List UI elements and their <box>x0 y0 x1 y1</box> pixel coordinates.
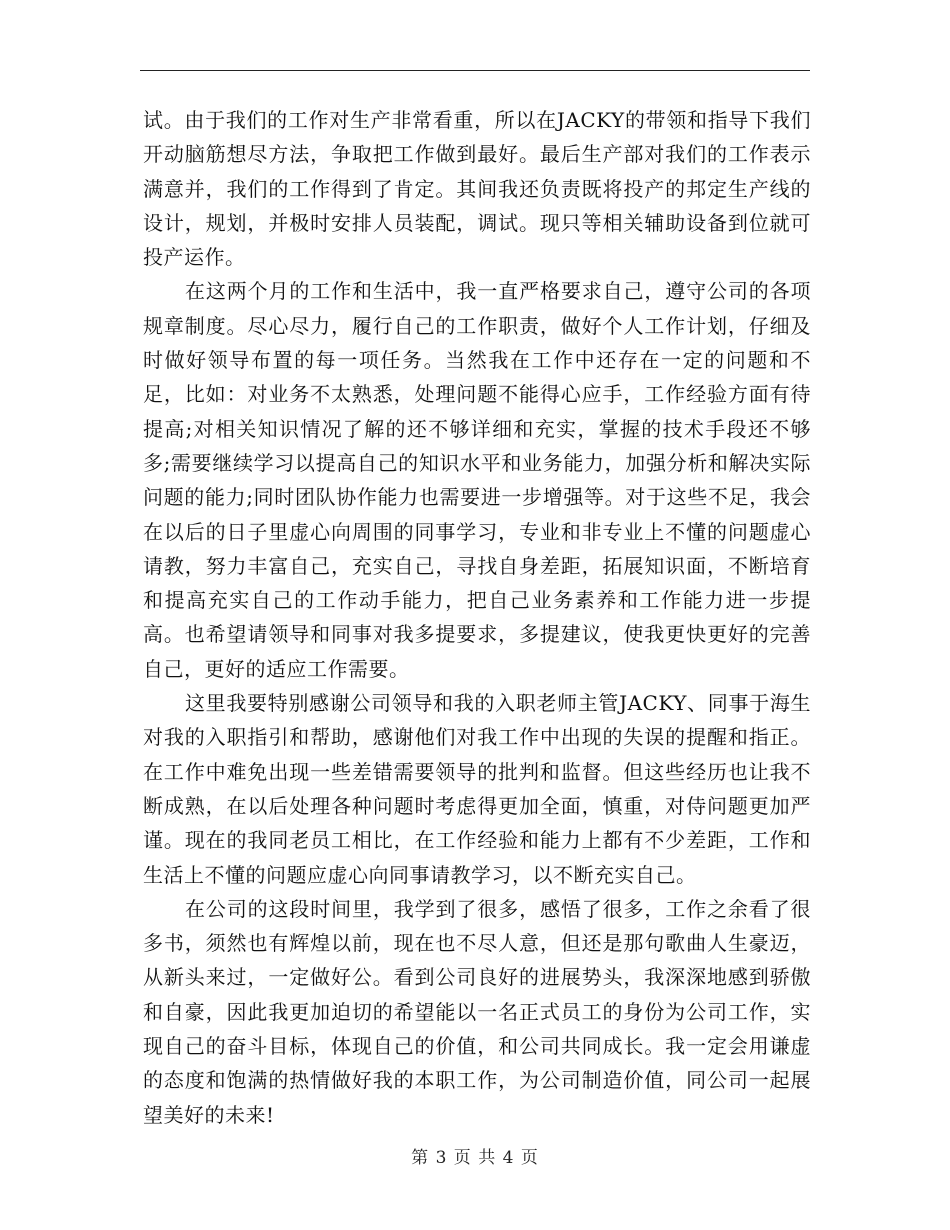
paragraph: 在这两个月的工作和生活中，我一直严格要求自己，遵守公司的各项规章制度。尽心尽力，履行自己的工作职责，做好个人工作计划，仔细及时做好领导布置的每一项任务。当然我在工作中还存在一定的问题和不足，比如：对业务不太熟悉，处理问题不能得心应手，工作经验方面有待提高;对相关知识情况了解的还不够详细和充实，掌握的技术手段还不够多;需要继续学习以提高自己的知识水平和业务能力，加强分析和解决实际问题的能力;同时团队协作能力也需要进一步增强等。对于这些不足，我会在以后的日子里虚心向周围的同事学习，专业和非专业上不懂的问题虚心请教，努力丰富自己，充实自己，寻找自身差距，拓展知识面，不断培育和提高充实自己的工作动手能力，把自己业务素养和工作能力进一步提高。也希望请领导和同事对我多提要求，多提建议，使我更快更好的完善自己，更好的适应工作需要。 <box>143 279 811 681</box>
paragraph: 在公司的这段时间里，我学到了很多，感悟了很多，工作之余看了很多书，须然也有辉煌以前，现在也不尽人意，但还是那句歌曲人生豪迈，从新头来过，一定做好公。看到公司良好的进展势头，我深深地感到骄傲和自豪，因此我更加迫切的希望能以一名正式员工的身份为公司工作，实现自己的奋斗目标，体现自己的价值，和公司共同成长。我一定会用谦虚的态度和饱满的热情做好我的本职工作，为公司制造价值，同公司一起展望美好的未来! <box>143 896 811 1127</box>
document-body <box>143 103 811 1132</box>
header-rule <box>140 70 810 71</box>
paragraph: 试。由于我们的工作对生产非常看重，所以在JACKY的带领和指导下我们开动脑筋想尽方法，争取把工作做到最好。最后生产部对我们的工作表示满意并，我们的工作得到了肯定。其间我还负责既将投产的邦定生产线的设计，规划，并极时安排人员装配，调试。现只等相关辅助设备到位就可投产运作。 <box>143 108 811 270</box>
paragraph: 这里我要特别感谢公司领导和我的入职老师主管JACKY、同事于海生对我的入职指引和帮助，感谢他们对我工作中出现的失误的提醒和指正。在工作中难免出现一些差错需要领导的批判和监督。但这些经历也让我不断成熟，在以后处理各种问题时考虑得更加全面，慎重，对侍问题更加严谨。现在的我同老员工相比，在工作经验和能力上都有不少差距，工作和生活上不懂的问题应虚心向同事请教学习，以不断充实自己。 <box>143 691 811 887</box>
page-number-footer: 第 3 页 共 4 页 <box>411 1148 539 1168</box>
